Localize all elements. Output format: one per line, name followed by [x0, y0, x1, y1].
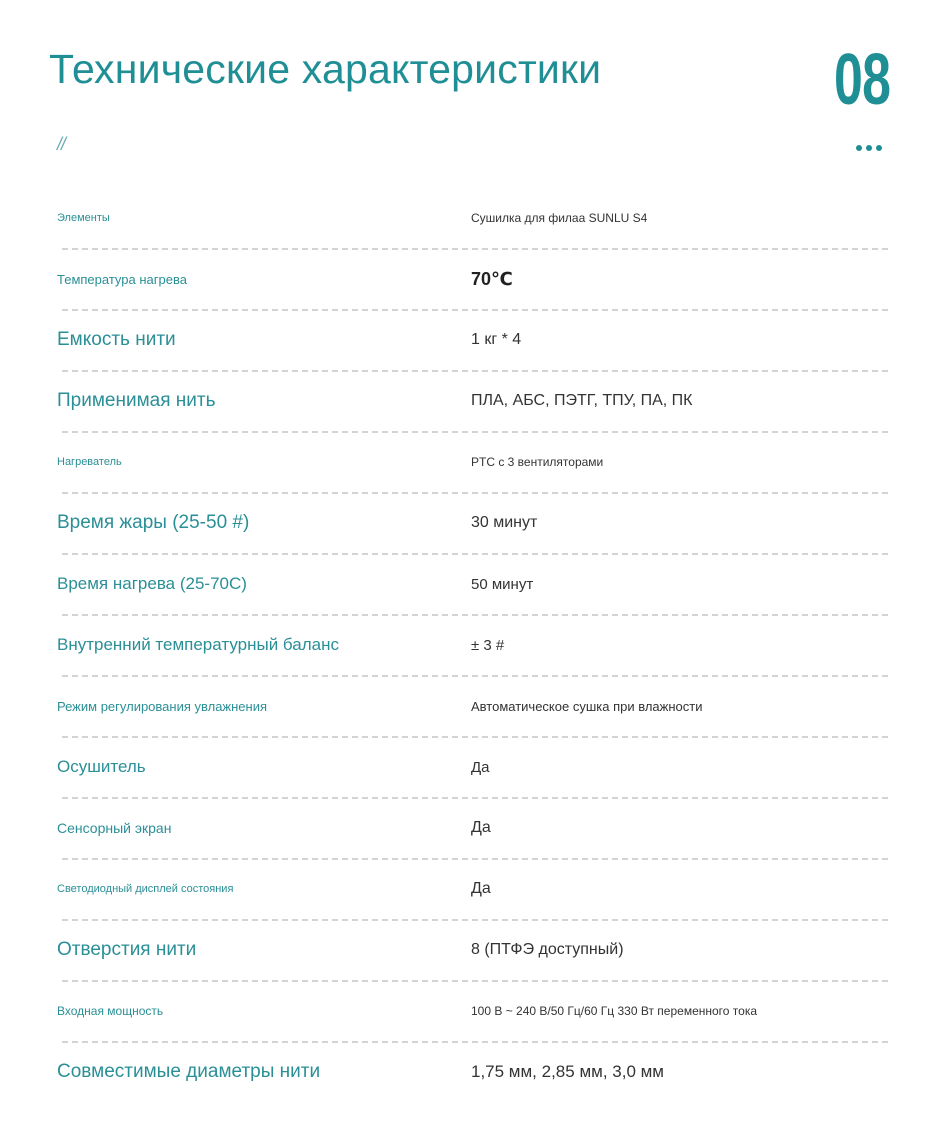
spec-label: Нагреватель [57, 456, 122, 468]
spec-label: Совместимые диаметры нити [57, 1061, 321, 1082]
page-title: Технические характеристики [49, 46, 602, 92]
spec-label: Светодиодный дисплей состояния [57, 883, 234, 895]
spec-row-holes [0, 921, 950, 982]
spec-label: Входная мощность [57, 1004, 164, 1018]
decorative-slashes: // [57, 134, 66, 154]
spec-label: Сенсорный экран [57, 820, 172, 836]
spec-label: Емкость нити [57, 329, 176, 350]
spec-row-humidity-mode [0, 677, 950, 738]
spec-label: Осушитель [57, 757, 146, 776]
spec-row-heat-time-50 [0, 494, 950, 555]
spec-label: Применимая нить [57, 390, 216, 411]
spec-value: ± 3 # [471, 636, 505, 654]
spec-value: 1 кг * 4 [471, 331, 522, 348]
spec-value: 100 В ~ 240 В/50 Гц/60 Гц 330 Вт переменного тока [471, 1004, 758, 1018]
page-number: 08 [834, 40, 891, 120]
spec-row-elements [0, 189, 950, 250]
spec-table [0, 189, 950, 1104]
spec-row-temp-balance [0, 616, 950, 677]
spec-label: Температура нагрева [57, 271, 187, 287]
spec-row-capacity [0, 311, 950, 372]
spec-value: 70℃ [471, 268, 513, 289]
spec-row-power [0, 982, 950, 1043]
spec-label: Отверстия нити [57, 939, 197, 960]
spec-value: PTC с 3 вентиляторами [471, 455, 604, 469]
spec-label: Внутренний температурный баланс [57, 635, 339, 654]
spec-value: Сушилка для филаа SUNLU S4 [471, 211, 648, 225]
spec-value: 30 минут [471, 514, 538, 531]
spec-row-filament [0, 372, 950, 433]
spec-row-heat-time-70 [0, 555, 950, 616]
spec-value: 1,75 мм, 2,85 мм, 3,0 мм [471, 1062, 664, 1081]
spec-label: Время нагрева (25-70C) [57, 574, 247, 593]
spec-value: 50 минут [471, 575, 534, 593]
spec-label: Время жары (25-50 #) [57, 512, 250, 533]
spec-value: Да [471, 758, 490, 776]
more-dots-icon [856, 145, 882, 151]
spec-value: Да [471, 819, 491, 836]
spec-label: Элементы [57, 212, 110, 224]
spec-label: Режим регулирования увлажнения [57, 698, 268, 714]
spec-row-touchscreen [0, 799, 950, 860]
spec-row-temperature [0, 250, 950, 311]
spec-row-heater [0, 433, 950, 494]
spec-row-led-display [0, 860, 950, 921]
spec-value: Да [471, 880, 491, 897]
spec-value: 8 (ПТФЭ доступный) [471, 941, 624, 958]
spec-value: Автоматическое сушка при влажности [471, 698, 703, 714]
spec-row-dehumidifier [0, 738, 950, 799]
spec-row-diameters [0, 1043, 950, 1104]
spec-value: ПЛА, АБС, ПЭТГ, ТПУ, ПА, ПК [471, 392, 693, 409]
